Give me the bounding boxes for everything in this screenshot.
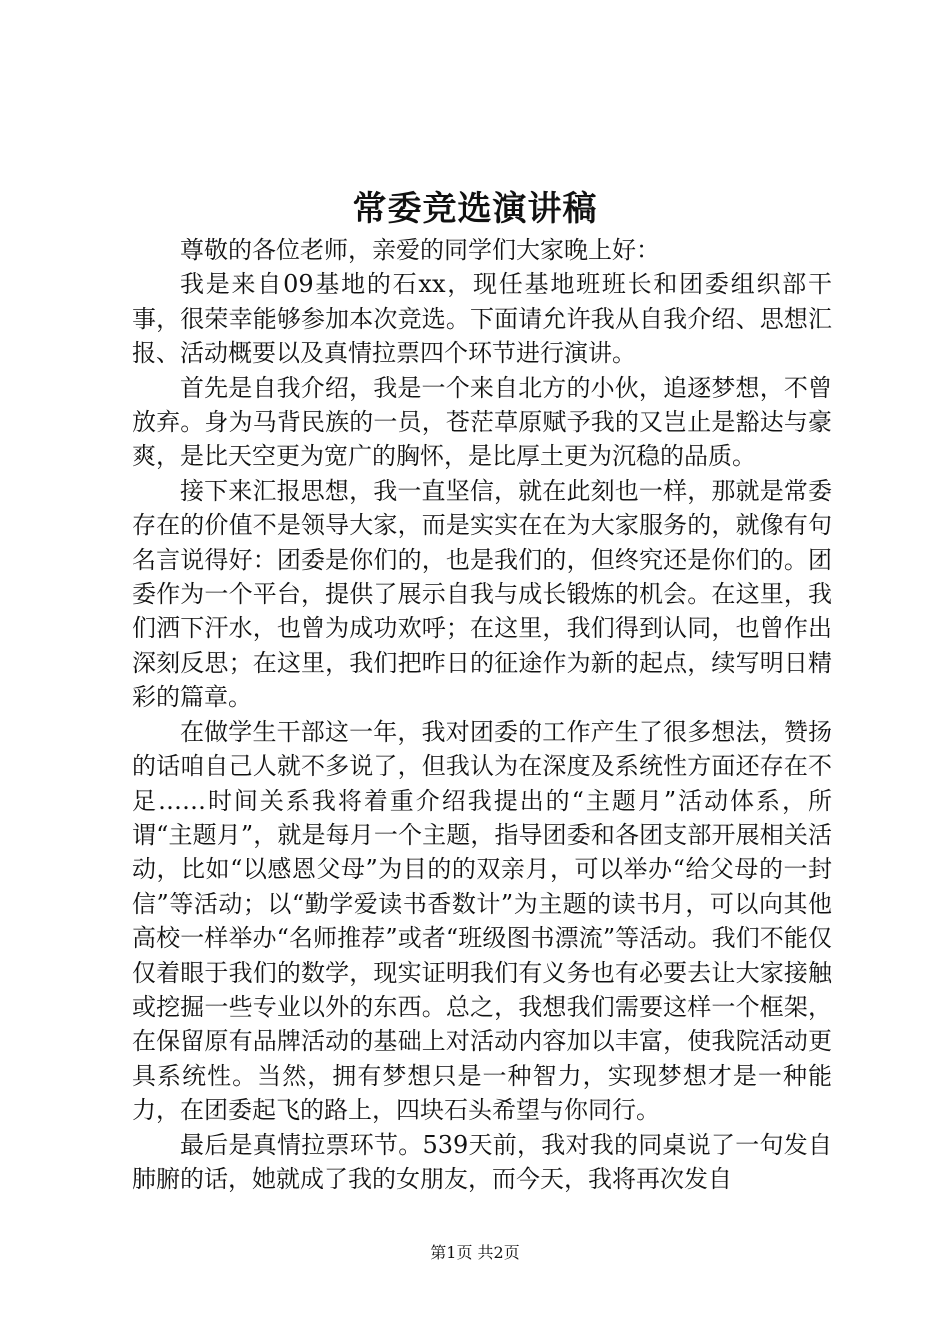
paragraph-self-intro: 首先是自我介绍，我是一个来自北方的小伙，追逐梦想，不曾放弃。身为马背民族的一员，苍茫草原赋予我的又岂止是豁达与豪爽，是比天空更为宽广的胸怀，是比厚土更为沉稳的品质。 <box>132 373 832 471</box>
document-body <box>132 233 832 1196</box>
paragraph-introduction: 我是来自09基地的石xx，现任基地班班长和团委组织部干事，很荣幸能够参加本次竞选。下面请允许我从自我介绍、思想汇报、活动概要以及真情拉票四个环节进行演讲。 <box>132 270 832 368</box>
paragraph-thoughts: 接下来汇报思想，我一直坚信，就在此刻也一样，那就是常委存在的价值不是领导大家，而是实实在在为大家服务的，就像有句名言说得好：团委是你们的，也是我们的，但终究还是你们的。团委作为一个平台，提供了展示自我与成长锻炼的机会。在这里，我们洒下汗水，也曾为成功欢呼；在这里，我们得到认同，也曾作出深刻反思；在这里，我们把昨日的征途作为新的起点，续写明日精彩的篇章。 <box>132 476 832 712</box>
paragraph-activities: 在做学生干部这一年，我对团委的工作产生了很多想法，赞扬的话咱自己人就不多说了，但我认为在深度及系统性方面还存在不足……时间关系我将着重介绍我提出的“主题月”活动体系，所谓“主题月”，就是每月一个主题，指导团委和各团支部开展相关活动，比如“以感恩父母”为目的的双亲月，可以举办“给父母的一封信”等活动；以“勤学爱读书香数计”为主题的读书月，可以向其他高校一样举办“名师推荐”或者“班级图书漂流”等活动。我们不能仅仅着眼于我们的数学，现实证明我们有义务也有必要去让大家接触或挖掘一些专业以外的东西。总之，我想我们需要这样一个框架，在保留原有品牌活动的基础上对活动内容加以丰富，使我院活动更具系统性。当然，拥有梦想只是一种智力，实现梦想才是一种能力，在团委起飞的路上，四块石头希望与你同行。 <box>132 717 832 1125</box>
paragraph-greeting: 尊敬的各位老师，亲爱的同学们大家晚上好： <box>180 236 660 264</box>
paragraph-vote-appeal: 最后是真情拉票环节。539天前，我对我的同桌说了一句发自肺腑的话，她就成了我的女朋友，而今天，我将再次发自 <box>132 1130 832 1193</box>
document-title: 常委竞选演讲稿 <box>352 189 598 229</box>
page-footer: 第1页 共2页 <box>430 1243 520 1262</box>
